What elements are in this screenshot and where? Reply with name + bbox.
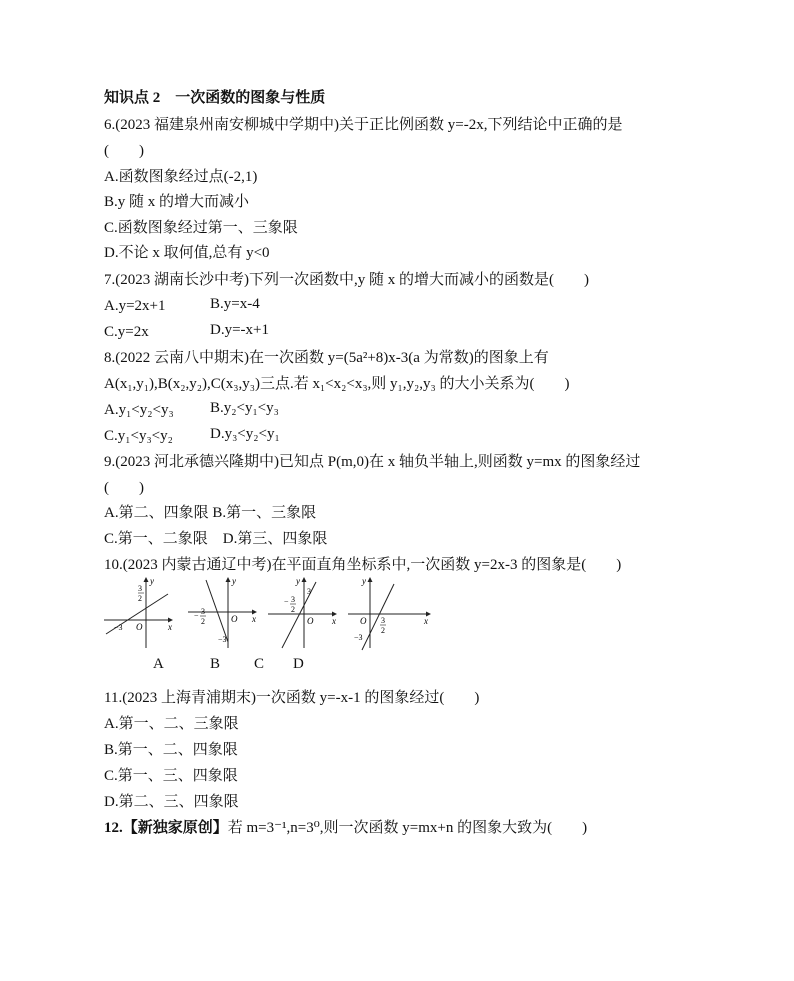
q11-option-a: A.第一、二、三象限 [104, 716, 239, 732]
graph-a-two: 2 [138, 594, 142, 603]
graph-a [104, 576, 172, 648]
graph-d [348, 576, 430, 650]
q7-stem: 7.(2023 湖南长沙中考)下列一次函数中,y 随 x 的增大而减小的函数是( ) [104, 272, 589, 288]
q8-option-c: C.y₁<y₃<y₂ [104, 428, 173, 444]
q7-option-a: A.y=2x+1 [104, 298, 166, 314]
q9-blank: ( ) [104, 480, 144, 496]
graph-label-a: A [153, 656, 164, 672]
section-title: 知识点 2 一次函数的图象与性质 [104, 90, 326, 106]
graph-b-two: 2 [201, 617, 205, 626]
q8-option-d: D.y₃<y₂<y₁ [210, 426, 280, 442]
graph-c-two: 2 [291, 605, 295, 614]
q12-tag: 12.【新独家原创】 [104, 820, 228, 836]
graph-d-y-label: y [362, 576, 366, 586]
q10-stem: 10.(2023 内蒙古通辽中考)在平面直角坐标系中,一次函数 y=2x-3 的图象是( ) [104, 557, 622, 573]
q12-stem: 若 m=3⁻¹,n=3⁰,则一次函数 y=mx+n 的图象大致为( ) [227, 820, 588, 836]
q7-option-d: D.y=-x+1 [210, 322, 269, 338]
q6-option-c: C.函数图象经过第一、三象限 [104, 220, 298, 236]
graph-a-three: 3 [138, 584, 142, 593]
graph-b [188, 576, 256, 648]
q9-stem: 9.(2023 河北承德兴隆期中)已知点 P(m,0)在 x 轴负半轴上,则函数 y=mx 的图象经过 [104, 454, 641, 470]
q11-option-b: B.第一、二、四象限 [104, 742, 238, 758]
graph-d-two: 2 [381, 626, 385, 635]
graph-d-three: 3 [381, 616, 385, 625]
q8-option-b: B.y₂<y₁<y₃ [210, 400, 279, 416]
q10-graph-figure [98, 574, 448, 652]
graph-d-x-label: x [424, 616, 428, 626]
graph-c-three: 3 [307, 587, 311, 596]
q7-option-c: C.y=2x [104, 324, 149, 340]
q8-option-a: A.y₁<y₂<y₃ [104, 402, 174, 418]
graph-b-neg: − [194, 611, 199, 620]
graph-label-c: C [254, 656, 265, 672]
graph-a-origin: O [136, 622, 143, 632]
q6-option-d: D.不论 x 取何值,总有 y<0 [104, 245, 270, 261]
q11-stem: 11.(2023 上海青浦期末)一次函数 y=-x-1 的图象经过( ) [104, 690, 480, 706]
graph-c-y-label: y [296, 576, 300, 586]
graph-b-x-label: x [252, 614, 256, 624]
q11-option-d: D.第二、三、四象限 [104, 794, 239, 810]
graph-a-y-label: y [150, 576, 154, 586]
graph-a-x-label: x [168, 622, 172, 632]
q11-option-c: C.第一、三、四象限 [104, 768, 238, 784]
q7-option-b: B.y=x-4 [210, 296, 260, 312]
graph-c-origin: O [307, 616, 314, 626]
graph-b-three: 3 [201, 607, 205, 616]
graph-c-neg: − [284, 597, 289, 606]
graph-d-neg3: −3 [354, 633, 363, 642]
graph-label-d: D [293, 656, 304, 672]
q10-graph-letters [0, 656, 794, 676]
graph-label-b: B [210, 656, 221, 672]
q6-option-b: B.y 随 x 的增大而减小 [104, 194, 250, 210]
graph-b-y-label: y [232, 576, 236, 586]
graph-c [268, 576, 336, 648]
graph-a-neg3: −3 [114, 623, 123, 632]
graph-b-origin: O [231, 614, 238, 624]
q10-graphs [98, 574, 448, 652]
q6-blank: ( ) [104, 143, 144, 159]
q6-stem: 6.(2023 福建泉州南安柳城中学期中)关于正比例函数 y=-2x,下列结论中正确的是 [104, 117, 623, 133]
graph-d-origin: O [360, 616, 367, 626]
q8-stem: 8.(2022 云南八中期末)在一次函数 y=(5a²+8)x-3(a 为常数)的图象上有 [104, 350, 549, 366]
q12-line [104, 818, 587, 838]
graph-c-x-label: x [332, 616, 336, 626]
graph-b-neg3: −3 [218, 635, 227, 644]
q9-options-row1: A.第二、四象限 B.第一、三象限 [104, 505, 317, 521]
graph-c-three-num: 3 [291, 595, 295, 604]
q6-option-a: A.函数图象经过点(-2,1) [104, 169, 258, 185]
q8-stem-2: A(x₁,y₁),B(x₂,y₂),C(x₃,y₃)三点.若 x₁<x₂<x₃,则 y₁,y₂,y₃ 的大小关系为( ) [104, 376, 570, 392]
q9-options-row2: C.第一、二象限 D.第三、四象限 [104, 531, 328, 547]
